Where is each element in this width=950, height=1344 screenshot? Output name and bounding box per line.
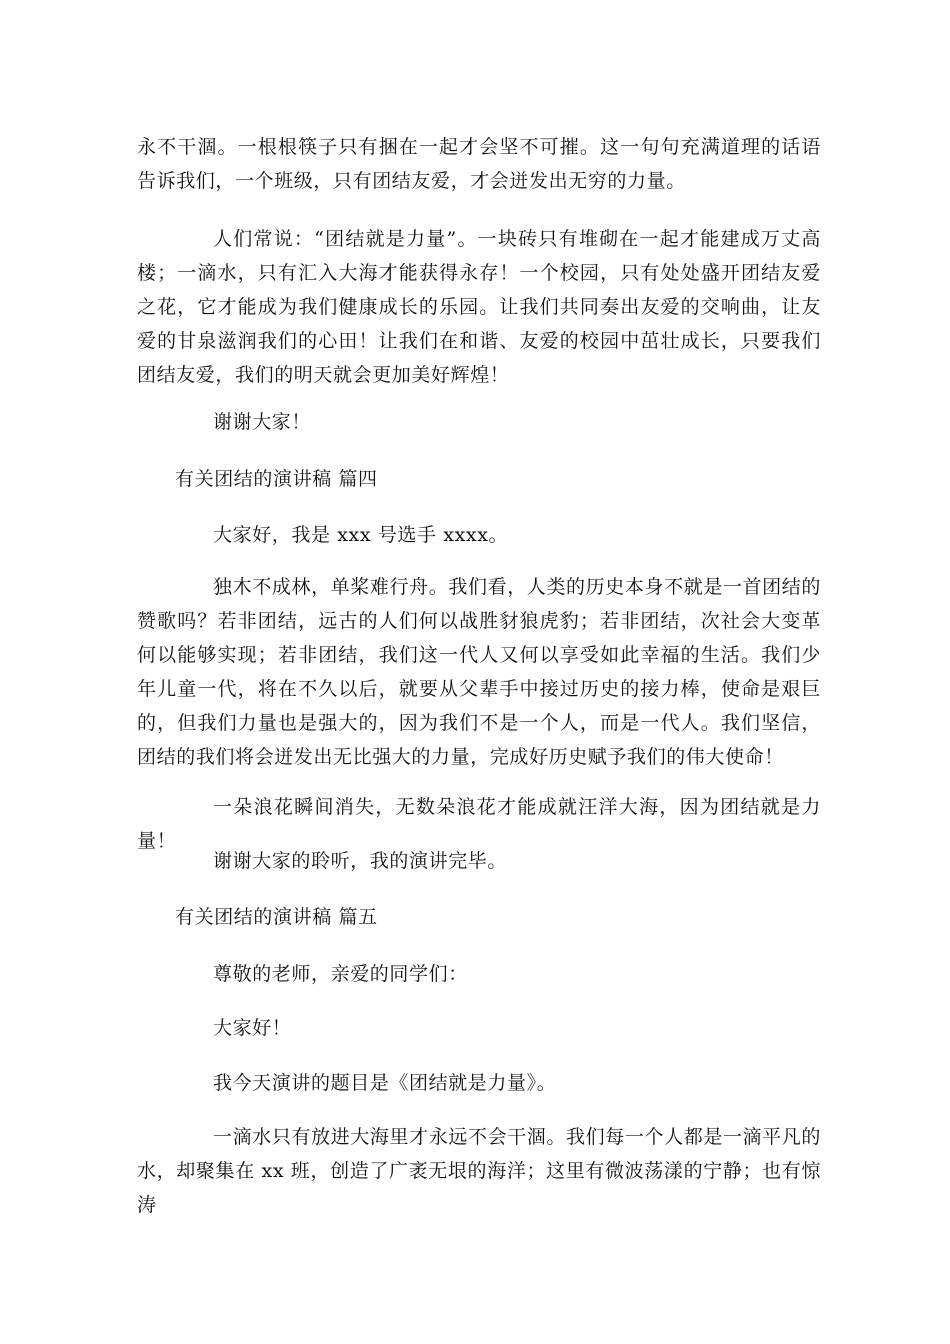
paragraph-hello: 大家好！: [213, 1017, 292, 1039]
paragraph-wave: 一朵浪花瞬间消失，无数朵浪花才能成就汪洋大海，因为团结就是力量！: [137, 796, 821, 852]
paragraph-topic: 我今天演讲的题目是《团结就是力量》。: [213, 1072, 557, 1094]
section-heading-part-five: 有关团结的演讲稿 篇五: [175, 906, 378, 928]
paragraph-history-unity: 独木不成林，单桨难行舟。我们看，人类的历史本身不就是一首团结的赞歌吗？若非团结，远古的人们何以战胜豺狼虎豹；若非团结，次社会大变革何以能够实现；若非团结，我们这一代人又何以享受如此幸福的生活。我们少年儿童一代，将在不久以后，就要从父辈手中接过历史的接力棒，使命是艰巨的，但我们力量也是强大的，因为我们不是一个人，而是一代人。我们坚信，团结的我们将会迸发出无比强大的力量，完成好历史赋予我们的伟大使命！: [137, 576, 821, 768]
paragraph-thanks: 谢谢大家！: [213, 411, 312, 433]
paragraph-salutation: 尊敬的老师，亲爱的同学们：: [213, 963, 468, 985]
paragraph-unity-strength: 人们常说：“团结就是力量”。一块砖只有堆砌在一起才能建成万丈高楼；一滴水，只有汇入大海才能获得永存！一个校园，只有处处盛开团结友爱之花，它才能成为我们健康成长的乐园。让我们共同奏出友爱的交响曲，让友爱的甘泉滋润我们的心田！让我们在和谐、友爱的校园中茁壮成长，只要我们团结友爱，我们的明天就会更加美好辉煌！: [137, 228, 821, 386]
paragraph-continuation: 永不干涸。一根根筷子只有捆在一起才会坚不可摧。这一句句充满道理的话语告诉我们，一个班级，只有团结友爱，才会迸发出无穷的力量。: [137, 136, 821, 192]
paragraph-closing: 谢谢大家的聆听，我的演讲完毕。: [213, 850, 508, 872]
section-heading-part-four: 有关团结的演讲稿 篇四: [175, 468, 378, 490]
paragraph-greeting: 大家好，我是 xxx 号选手 xxxx。: [213, 524, 509, 546]
paragraph-water-drop: 一滴水只有放进大海里才永远不会干涸。我们每一个人都是一滴平凡的水，却聚集在 xx 班，创造了广袤无垠的海洋；这里有微波荡漾的宁静；也有惊涛: [137, 1126, 821, 1216]
